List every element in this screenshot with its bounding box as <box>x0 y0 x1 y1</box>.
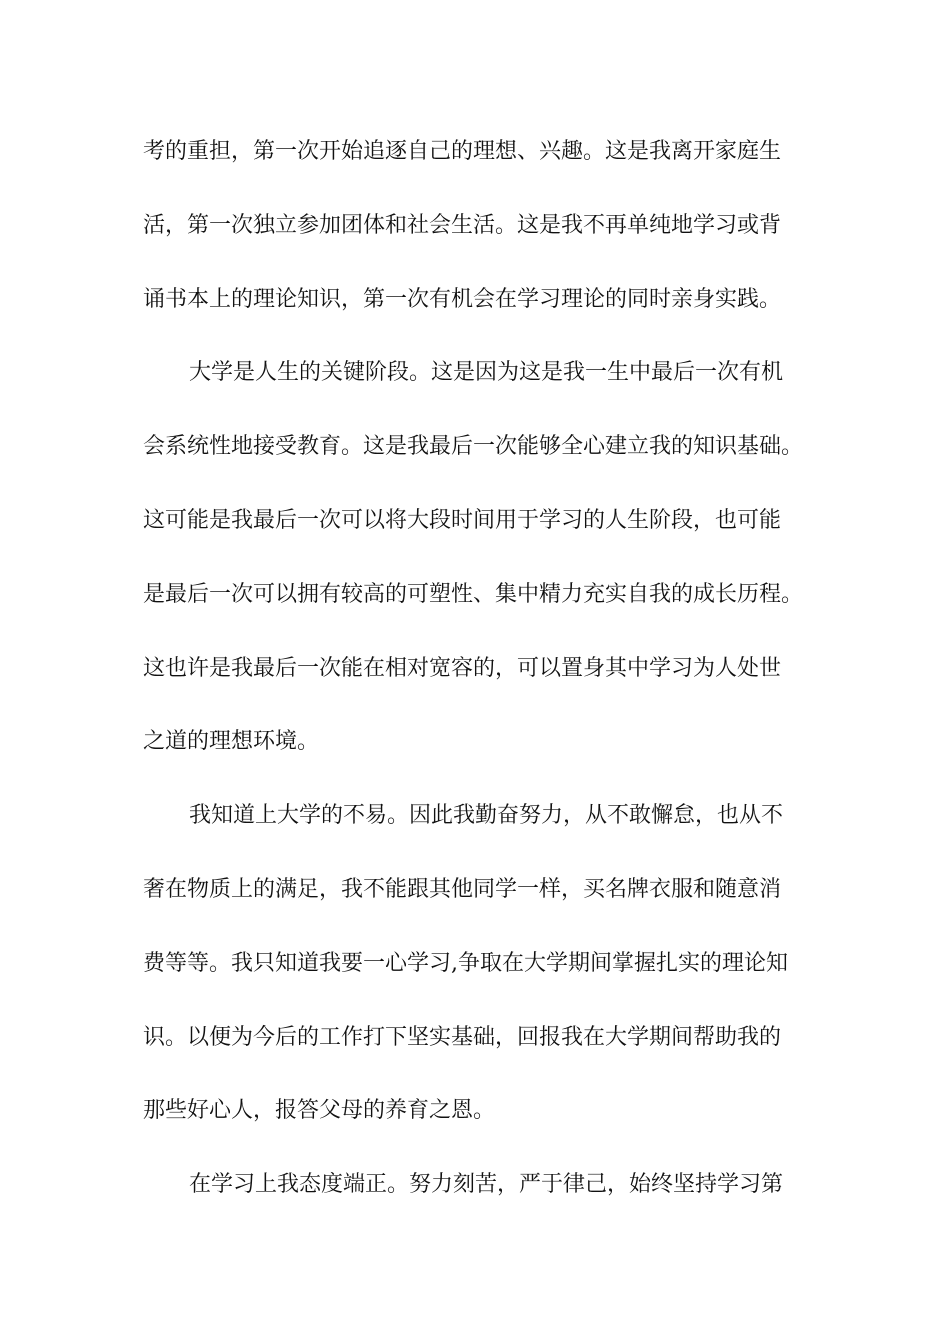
text-line: 考的重担，第一次开始追逐自己的理想、兴趣。这是我离开家庭生 <box>143 139 782 164</box>
text-line: 活，第一次独立参加团体和社会生活。这是我不再单纯地学习或背 <box>143 212 782 238</box>
text-line: 会系统性地接受教育。这是我最后一次能够全心建立我的知识基础。 <box>143 434 804 460</box>
text-line: 是最后一次可以拥有较高的可塑性、集中精力充实自我的成长历程。 <box>143 581 804 607</box>
text-line: 这可能是我最后一次可以将大段时间用于学习的人生阶段，也可能 <box>143 507 782 533</box>
text-line: 识。以便为今后的工作打下坚实基础，回报我在大学期间帮助我的 <box>143 1024 782 1050</box>
text-line: 那些好心人，报答父母的养育之恩。 <box>143 1098 496 1124</box>
paragraph-start-line: 在学习上我态度端正。努力刻苦，严于律己，始终坚持学习第 <box>189 1172 784 1198</box>
text-line: 这也许是我最后一次能在相对宽容的，可以置身其中学习为人处世 <box>143 655 782 681</box>
text-line: 费等等。我只知道我要一心学习,争取在大学期间掌握扎实的理论知 <box>143 950 788 976</box>
text-line: 诵书本上的理论知识，第一次有机会在学习理论的同时亲身实践。 <box>143 286 782 312</box>
text-line: 奢在物质上的满足，我不能跟其他同学一样，买名牌衣服和随意消 <box>143 876 782 902</box>
paragraph-start-line: 我知道上大学的不易。因此我勤奋努力，从不敢懈怠，也从不 <box>189 803 784 829</box>
body-text <box>143 130 813 1237</box>
paragraph-start-line: 大学是人生的关键阶段。这是因为这是我一生中最后一次有机 <box>189 360 784 386</box>
text-line: 之道的理想环境。 <box>143 729 320 755</box>
